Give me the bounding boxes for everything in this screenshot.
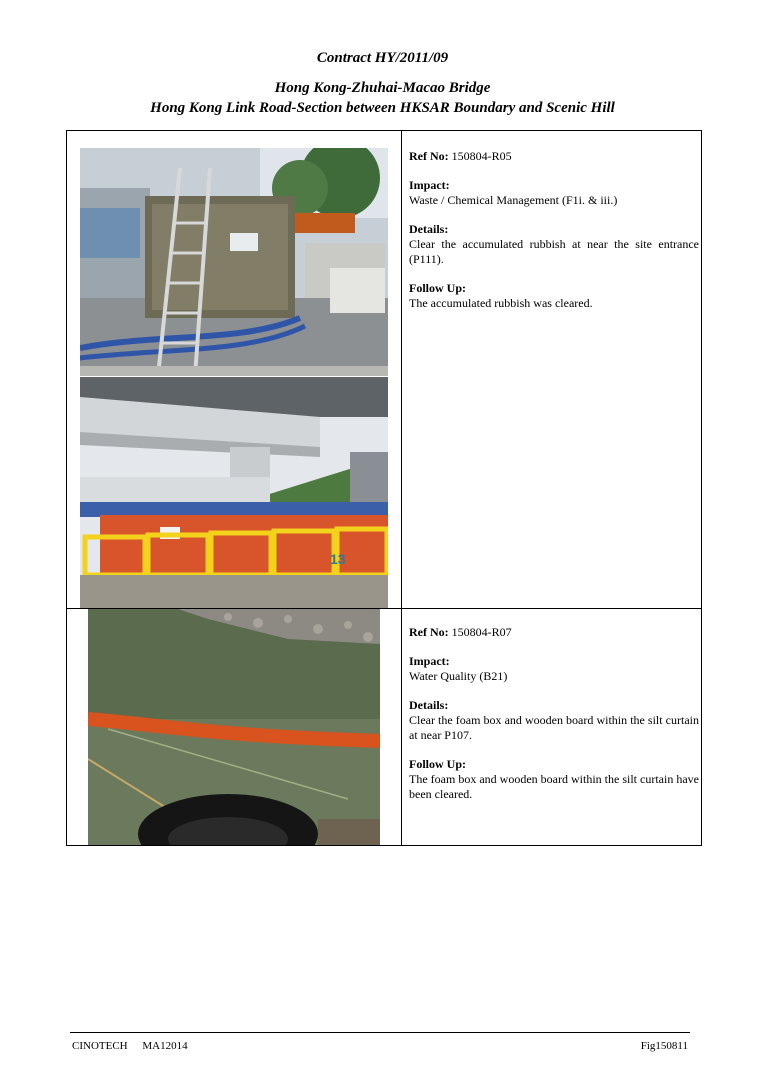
impact-value: Water Quality (B21) — [409, 669, 508, 683]
document-header — [0, 48, 765, 118]
column-divider — [401, 131, 402, 845]
barrier-number-label: 13 — [330, 551, 346, 567]
ref-label: Ref No: — [409, 149, 449, 163]
details-label: Details: — [409, 222, 449, 236]
record-2-details — [409, 625, 699, 816]
contract-title: Contract HY/2011/09 — [316, 50, 449, 66]
details-label: Details: — [409, 698, 449, 712]
company-name: CINOTECH — [72, 1040, 128, 1052]
impact-label: Impact: — [409, 654, 450, 668]
ref-value: 150804-R07 — [451, 625, 512, 639]
details-value: Clear the accumulated rubbish at near the site entrance (P111). — [409, 237, 699, 266]
photo-viaduct-barriers — [80, 377, 388, 608]
photo-rubbish-skip — [80, 148, 388, 376]
impact-value: Waste / Chemical Management (F1i. & iii.) — [409, 193, 618, 207]
site-inspection-table — [66, 130, 702, 846]
followup-label: Follow Up: — [409, 281, 466, 295]
followup-label: Follow Up: — [409, 757, 466, 771]
figure-number: Fig150811 — [640, 1040, 688, 1052]
ref-value: 150804-R05 — [451, 149, 512, 163]
footer-rule — [70, 1032, 690, 1033]
followup-value: The accumulated rubbish was cleared. — [409, 296, 593, 310]
followup-value: The foam box and wooden board within the silt curtain have been cleared. — [409, 772, 699, 801]
photo-silt-curtain — [88, 609, 380, 845]
section-title: Hong Kong Link Road-Section between HKSAR Boundary and Scenic Hill — [150, 100, 615, 116]
impact-label: Impact: — [409, 178, 450, 192]
details-value: Clear the foam box and wooden board within the silt curtain at near P107. — [409, 713, 699, 742]
project-title: Hong Kong-Zhuhai-Macao Bridge — [274, 80, 491, 96]
record-1-details — [409, 149, 699, 325]
document-code: MA12014 — [142, 1040, 188, 1052]
footer-left — [72, 1040, 188, 1052]
ref-label: Ref No: — [409, 625, 449, 639]
